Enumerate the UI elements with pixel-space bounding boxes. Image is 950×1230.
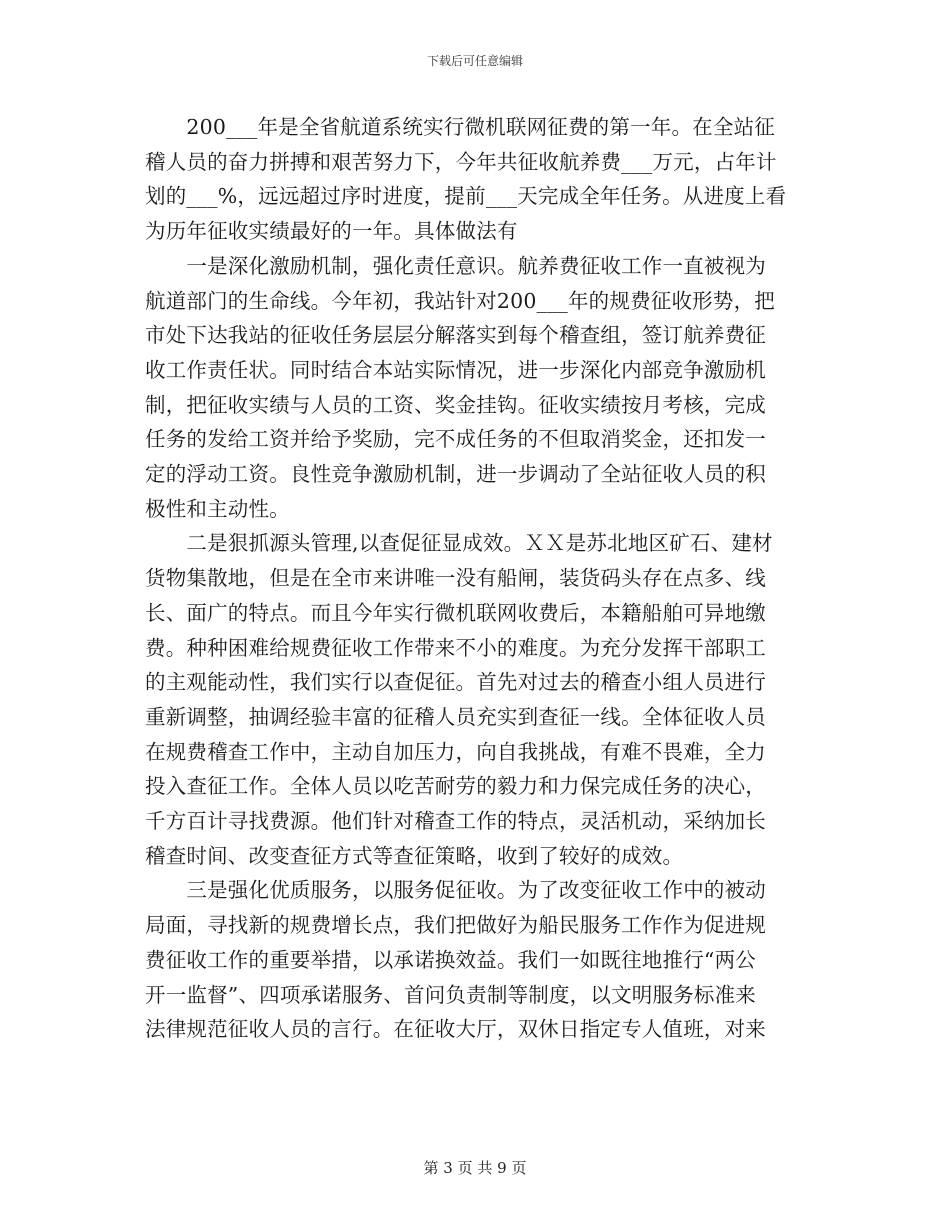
text-line: 在规费稽查工作中，主动自加压力，向自我挑战，有难不畏难，全力 [145,739,766,764]
paragraph-4 [145,873,805,1047]
text-line: 航道部门的生命线。今年初，我站针对200___年的规费征收形势，把 [145,288,775,313]
text-line: 长、面广的特点。而且今年实行微机联网收费后，本籍船舶可异地缴 [145,600,766,625]
text-line: 二是狠抓源头管理,以查促征显成效。ＸＸ是苏北地区矿石、建材 [145,531,773,556]
text-line: 一是深化激励机制，强化责任意识。航养费征收工作一直被视为 [145,253,766,278]
paragraph-2 [145,249,805,527]
text-line: 的主观能动性，我们实行以查促征。首先对过去的稽查小组人员进行 [145,670,766,695]
text-line: 市处下达我站的征收任务层层分解落实到每个稽查组，签订航养费征 [145,323,766,348]
text-line: 千方百计寻找费源。他们针对稽查工作的特点，灵活机动，采纳加长 [145,809,766,834]
page-number: 第 3 页 共 9 页 [423,1159,527,1177]
paragraph-1 [145,110,805,249]
text-line: 局面，寻找新的规费增长点，我们把做好为船民服务工作作为促进规 [145,913,766,938]
text-line: 三是强化优质服务，以服务促征收。为了改变征收工作中的被动 [145,878,766,903]
text-line: 费征收工作的重要举措，以承诺换效益。我们一如既往地推行“两公 [145,947,756,972]
text-line: 货物集散地，但是在全市来讲唯一没有船闸，装货码头存在点多、线 [145,566,766,591]
text-line: 法律规范征收人员的言行。在征收大厅，双休日指定专人值班，对来 [145,1017,766,1042]
text-line: 划的___%，远远超过序时进度，提前___天完成全年任务。从进度上看 [145,184,787,209]
text-line: 极性和主动性。 [145,496,290,521]
text-line: 任务的发给工资并给予奖励，完不成任务的不但取消奖金，还扣发一 [145,427,766,452]
text-line: 定的浮动工资。良性竞争激励机制，进一步调动了全站征收人员的积 [145,462,766,487]
text-line: 费。种种困难给规费征收工作带来不小的难度。为充分发挥干部职工 [145,635,766,660]
paragraph-3 [145,526,805,873]
text-line: 制，把征收实绩与人员的工资、奖金挂钩。征收实绩按月考核，完成 [145,392,766,417]
text-line: 开一监督”、四项承诺服务、首问负责制等制度，以文明服务标准来 [145,982,756,1007]
document-body [145,110,805,1047]
page-header: 下载后可任意编辑 [426,54,523,68]
text-line: 稽查时间、改变查征方式等查征策略，收到了较好的成效。 [145,843,684,868]
text-line: 为历年征收实绩最好的一年。具体做法有 [145,219,518,244]
text-line: 重新调整，抽调经验丰富的征稽人员充实到查征一线。全体征收人员 [145,704,766,729]
text-line: 投入查征工作。全体人员以吃苦耐劳的毅力和力保完成任务的决心， [145,774,766,799]
text-line: 收工作责任状。同时结合本站实际情况，进一步深化内部竞争激励机 [145,357,766,382]
text-line: 200___年是全省航道系统实行微机联网征费的第一年。在全站征 [145,115,775,139]
text-line: 稽人员的奋力拼搏和艰苦努力下，今年共征收航养费___万元，占年计 [145,149,777,174]
